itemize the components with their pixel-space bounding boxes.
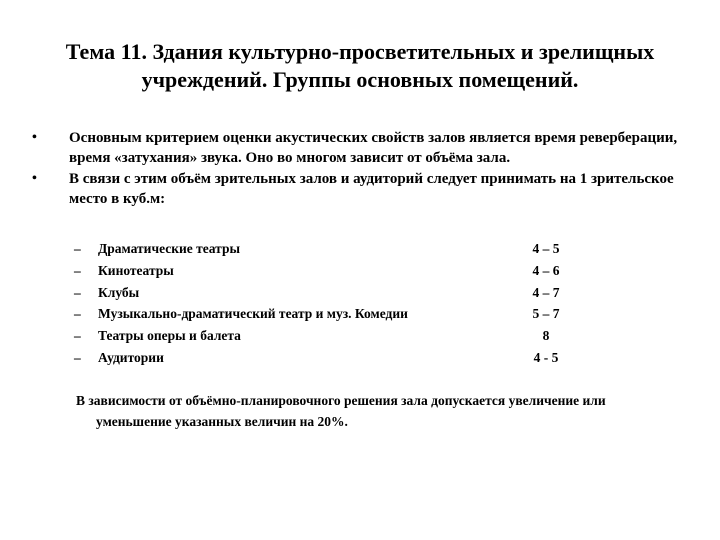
dash-marker: – bbox=[74, 306, 81, 322]
item-value: 5 – 7 bbox=[532, 306, 560, 322]
dash-marker: – bbox=[74, 328, 81, 344]
item-label: Драматические театры bbox=[98, 241, 241, 256]
list-item bbox=[74, 282, 594, 304]
dash-marker: – bbox=[74, 284, 81, 300]
dash-marker: – bbox=[74, 349, 81, 365]
bullet-item bbox=[30, 169, 690, 209]
dash-marker: – bbox=[74, 262, 81, 278]
slide-title bbox=[30, 38, 690, 94]
item-value: 4 – 6 bbox=[532, 262, 560, 278]
item-value: 4 - 5 bbox=[533, 349, 559, 365]
item-label: Музыкально-драматический театр и муз. Комедии bbox=[98, 306, 408, 322]
bullet-marker: • bbox=[32, 171, 37, 186]
bullet-list bbox=[30, 128, 690, 210]
footnote-line-2: уменьшение указанных величин на 20%. bbox=[96, 414, 348, 429]
list-item bbox=[74, 238, 594, 260]
title-line-2: учреждений. Группы основных помещений. bbox=[141, 67, 579, 92]
item-label: Театры оперы и балета bbox=[98, 328, 241, 344]
bullet-text: Основным критерием оценки акустических свойств залов является время реверберации, время «затухания» звука. Оно во многом зависит от объёма зала. bbox=[69, 130, 678, 166]
list-item bbox=[74, 325, 594, 347]
list-item bbox=[74, 303, 594, 325]
item-value: 8 bbox=[542, 328, 550, 344]
item-label: Клубы bbox=[98, 284, 140, 300]
item-label: Кинотеатры bbox=[98, 262, 174, 278]
footnote-line-1: В зависимости от объёмно-планировочного решения зала допускается увеличение или bbox=[76, 393, 606, 408]
list-item bbox=[74, 347, 594, 369]
title-line-1: Тема 11. Здания культурно-просветительных и зрелищных bbox=[65, 39, 655, 64]
footnote bbox=[76, 390, 676, 432]
dash-marker: – bbox=[74, 241, 81, 256]
list-item bbox=[74, 260, 594, 282]
item-label: Аудитории bbox=[98, 349, 164, 365]
volume-list bbox=[74, 238, 594, 369]
item-value: 4 – 7 bbox=[532, 284, 560, 300]
bullet-item bbox=[30, 128, 690, 168]
bullet-marker: • bbox=[32, 130, 37, 145]
bullet-text: В связи с этим объём зрительных залов и аудиторий следует принимать на 1 зрительское место в куб.м: bbox=[69, 171, 674, 207]
item-value: 4 – 5 bbox=[532, 241, 560, 256]
